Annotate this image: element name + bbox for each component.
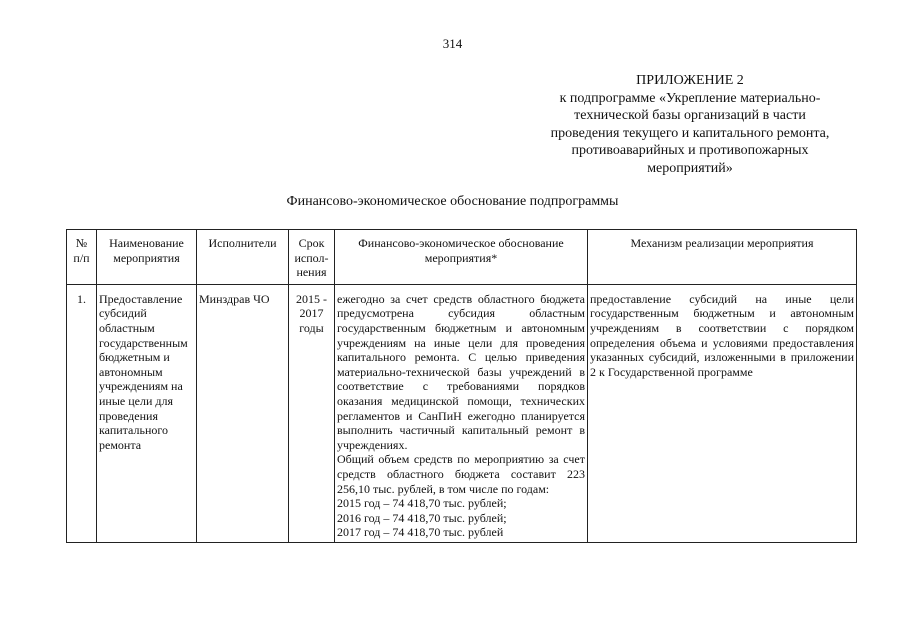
page-number: 314	[442, 36, 463, 51]
appendix-heading: ПРИЛОЖЕНИЕ 2	[636, 73, 744, 88]
header-term: Срок испол-нения	[289, 230, 335, 285]
header-justification: Финансово-экономическое обоснование мероприятия*	[335, 230, 588, 285]
row-term: 2015 - 2017 годы	[289, 284, 335, 542]
table-header-row	[67, 230, 857, 285]
appendix-subheading: к подпрограмме «Укрепление материально-технической базы организаций в части проведения текущего и капитального ремонта, противоаварийных и противопожарных мероприятий»	[550, 90, 830, 176]
justification-table	[66, 229, 857, 543]
row-justification	[335, 284, 588, 542]
year-2017: 2017 год – 74 418,70 тыс. рублей	[337, 525, 504, 540]
header-num: № п/п	[67, 230, 97, 285]
year-2016: 2016 год – 74 418,70 тыс. рублей;	[337, 510, 507, 525]
justification-text: ежегодно за счет средств областного бюджета предусмотрена субсидия областным государственным бюджетным и автономным учреждениям на иные цели для проведения капитального ремонта. С целью приведения материально-технической базы учреждений в соответствие с требованиями порядков оказания медицинской помощи, технических регламентов и СанПиН ежегодно планируется выполнить частичный капитальный ремонт в учреждениях.	[337, 291, 585, 452]
table-row	[67, 284, 857, 542]
row-num: 1.	[67, 284, 97, 542]
justification-total: Общий объем средств по мероприятию за счет средств областного бюджета составит 223 256,10 тыс. рублей, в том числе по годам:	[337, 452, 585, 496]
header-name: Наименование мероприятия	[97, 230, 197, 285]
row-executors: Минздрав ЧО	[197, 284, 289, 542]
header-mechanism: Механизм реализации мероприятия	[588, 230, 857, 285]
appendix-block	[540, 72, 840, 177]
document-title: Финансово-экономическое обоснование подпрограммы	[286, 194, 619, 209]
header-executors: Исполнители	[197, 230, 289, 285]
row-name: Предоставление субсидий областным государственным бюджетным и автономным учреждениям на иные цели для проведения капитального ремонта	[97, 284, 197, 542]
row-mechanism: предоставление субсидий на иные цели государственным бюджетным и автономным учреждениям в соответствии с порядком определения объема и условиями предоставления указанных субсидий, изложенными в приложении 2 к Государственной программе	[588, 284, 857, 542]
year-2015: 2015 год – 74 418,70 тыс. рублей;	[337, 496, 507, 511]
